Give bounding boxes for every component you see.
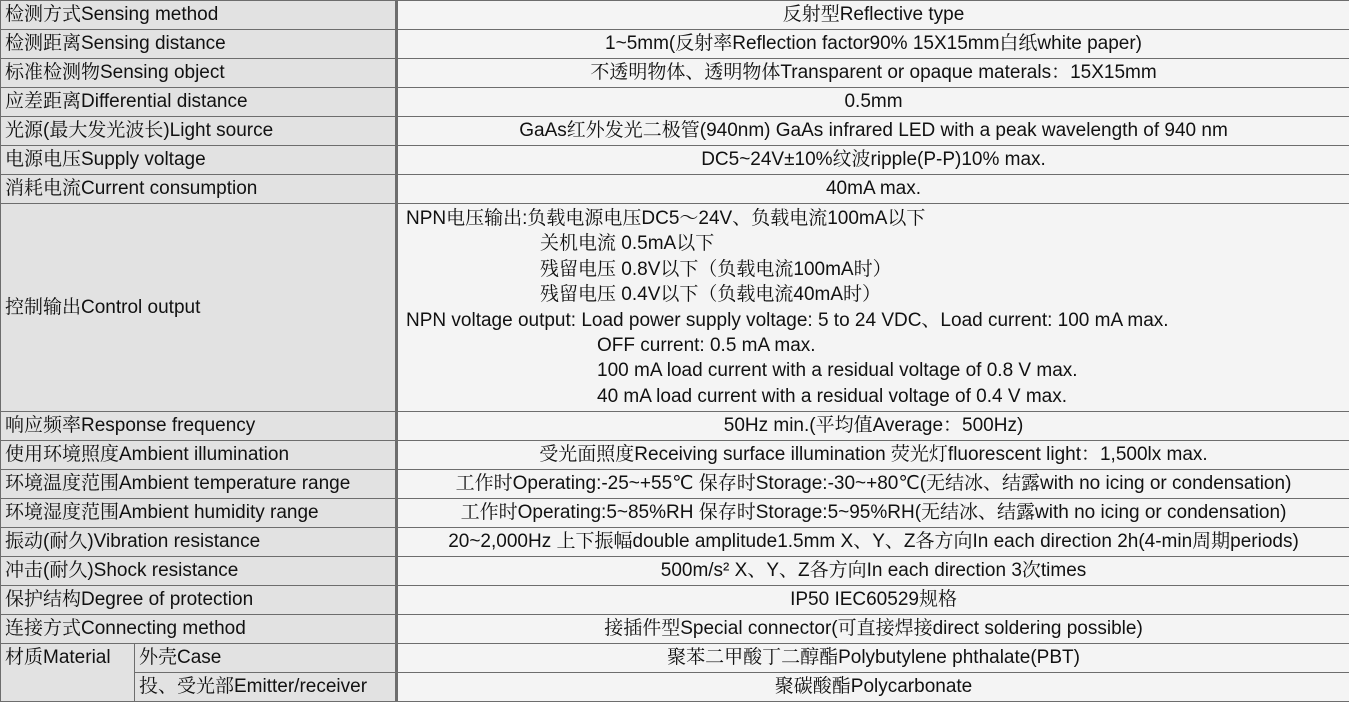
- spec-value: GaAs红外发光二极管(940nm) GaAs infrared LED with a peak wavelength of 940 nm: [397, 117, 1349, 146]
- spec-row: [1, 528, 1349, 557]
- spec-table-body: [1, 1, 1349, 702]
- spec-row: [1, 1, 1349, 30]
- control-output-line: OFF current: 0.5 mA max.: [406, 333, 1341, 358]
- control-output-row: [1, 204, 1349, 412]
- spec-label: 电源电压Supply voltage: [1, 146, 397, 175]
- spec-label: 响应频率Response frequency: [1, 412, 397, 441]
- spec-label: 检测方式Sensing method: [1, 1, 397, 30]
- spec-label: 标准检测物Sensing object: [1, 59, 397, 88]
- control-output-line: 残留电压 0.4V以下（负载电流40mA时）: [406, 282, 1341, 307]
- material-label: 材质Material: [1, 644, 135, 702]
- spec-label: 消耗电流Current consumption: [1, 175, 397, 204]
- spec-row: [1, 499, 1349, 528]
- spec-value: 50Hz min.(平均值Average：500Hz): [397, 412, 1349, 441]
- spec-value: 工作时Operating:5~85%RH 保存时Storage:5~95%RH(无结冰、结露with no icing or condensation): [397, 499, 1349, 528]
- material-value: 聚苯二甲酸丁二醇酯Polybutylene phthalate(PBT): [397, 644, 1349, 673]
- spec-label: 冲击(耐久)Shock resistance: [1, 557, 397, 586]
- spec-row: [1, 146, 1349, 175]
- material-row: [1, 673, 1349, 702]
- spec-value: 工作时Operating:-25~+55℃ 保存时Storage:-30~+80℃(无结冰、结露with no icing or condensation): [397, 470, 1349, 499]
- spec-value: 40mA max.: [397, 175, 1349, 204]
- control-output-label: 控制输出Control output: [1, 204, 397, 412]
- spec-value: DC5~24V±10%纹波ripple(P-P)10% max.: [397, 146, 1349, 175]
- material-row: [1, 644, 1349, 673]
- spec-label: 振动(耐久)Vibration resistance: [1, 528, 397, 557]
- spec-label: 环境湿度范围Ambient humidity range: [1, 499, 397, 528]
- spec-value: 0.5mm: [397, 88, 1349, 117]
- spec-value: 1~5mm(反射率Reflection factor90% 15X15mm白纸white paper): [397, 30, 1349, 59]
- spec-row: [1, 412, 1349, 441]
- spec-row: [1, 117, 1349, 146]
- control-output-line: NPN voltage output: Load power supply voltage: 5 to 24 VDC、Load current: 100 mA max.: [406, 308, 1341, 333]
- spec-row: [1, 88, 1349, 117]
- spec-row: [1, 470, 1349, 499]
- spec-value: 受光面照度Receiving surface illumination 荧光灯fluorescent light：1,500lx max.: [397, 441, 1349, 470]
- material-value: 聚碳酸酯Polycarbonate: [397, 673, 1349, 702]
- spec-label: 使用环境照度Ambient illumination: [1, 441, 397, 470]
- spec-label: 检测距离Sensing distance: [1, 30, 397, 59]
- spec-label: 连接方式Connecting method: [1, 615, 397, 644]
- spec-row: [1, 441, 1349, 470]
- control-output-line: 残留电压 0.8V以下（负载电流100mA时）: [406, 257, 1341, 282]
- spec-value: 20~2,000Hz 上下振幅double amplitude1.5mm X、Y、Z各方向In each direction 2h(4-min周期periods): [397, 528, 1349, 557]
- spec-row: [1, 59, 1349, 88]
- control-output-line: 关机电流 0.5mA以下: [406, 231, 1341, 256]
- spec-row: [1, 557, 1349, 586]
- spec-label: 应差距离Differential distance: [1, 88, 397, 117]
- spec-value: 不透明物体、透明物体Transparent or opaque materals：15X15mm: [397, 59, 1349, 88]
- spec-row: [1, 175, 1349, 204]
- spec-row: [1, 586, 1349, 615]
- material-sub-label: 投、受光部Emitter/receiver: [135, 673, 397, 702]
- spec-value: IP50 IEC60529规格: [397, 586, 1349, 615]
- spec-label: 环境温度范围Ambient temperature range: [1, 470, 397, 499]
- control-output-line: 40 mA load current with a residual voltage of 0.4 V max.: [406, 384, 1341, 409]
- material-sub-label: 外壳Case: [135, 644, 397, 673]
- spec-value: 反射型Reflective type: [397, 1, 1349, 30]
- control-output-value: [397, 204, 1349, 412]
- control-output-line: NPN电压输出:负载电源电压DC5～24V、负载电流100mA以下: [406, 206, 1341, 231]
- spec-label: 光源(最大发光波长)Light source: [1, 117, 397, 146]
- spec-value: 接插件型Special connector(可直接焊接direct soldering possible): [397, 615, 1349, 644]
- spec-row: [1, 615, 1349, 644]
- control-output-line: 100 mA load current with a residual voltage of 0.8 V max.: [406, 358, 1341, 383]
- spec-row: [1, 30, 1349, 59]
- spec-label: 保护结构Degree of protection: [1, 586, 397, 615]
- spec-value: 500m/s² X、Y、Z各方向In each direction 3次times: [397, 557, 1349, 586]
